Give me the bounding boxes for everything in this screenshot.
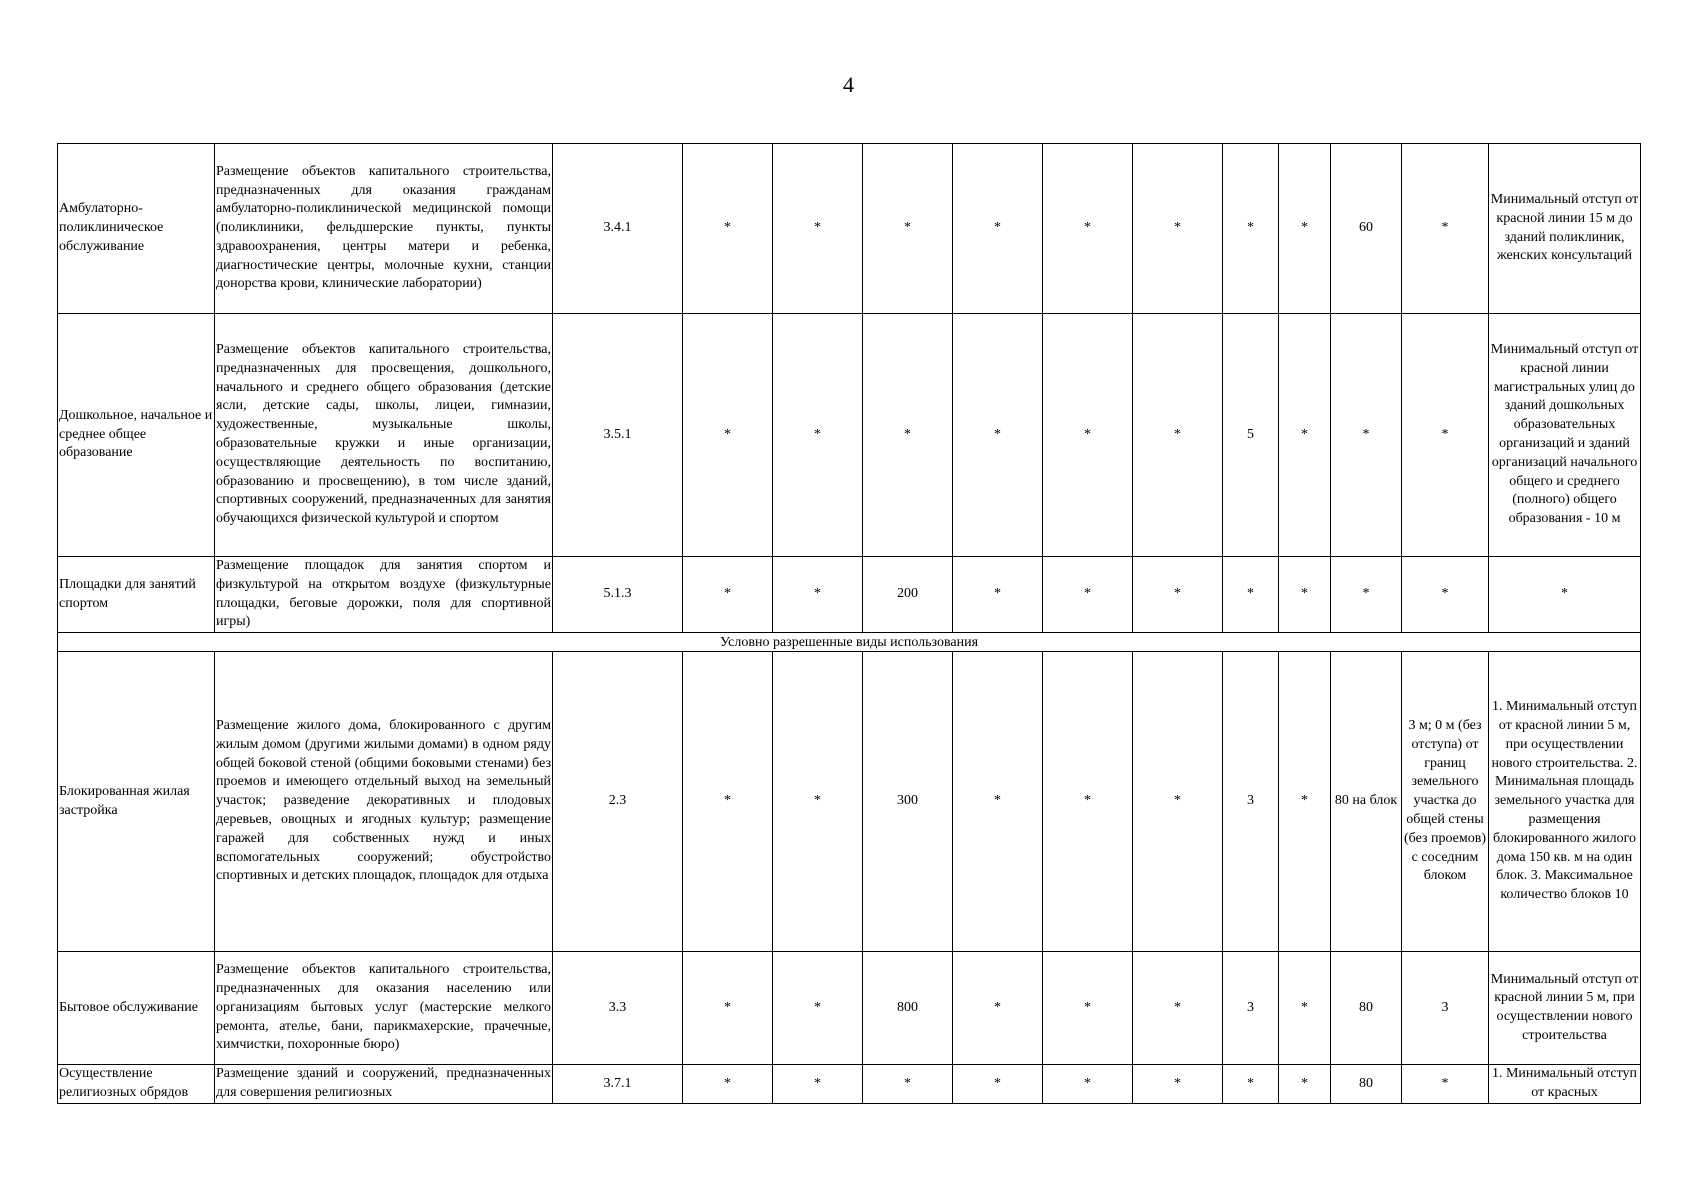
param-cell: * bbox=[1133, 557, 1223, 633]
param-cell: * bbox=[773, 652, 863, 952]
param-cell: * bbox=[1279, 652, 1331, 952]
param-cell: * bbox=[683, 1065, 773, 1104]
use-note: * bbox=[1489, 557, 1641, 633]
table-row bbox=[58, 144, 1641, 314]
param-cell: * bbox=[1133, 314, 1223, 557]
param-cell: * bbox=[863, 144, 953, 314]
param-cell: * bbox=[773, 144, 863, 314]
use-code: 3.7.1 bbox=[553, 1065, 683, 1104]
param-cell: 3 м; 0 м (без отступа) от границ земельного участка до общей стены (без проемов) с соседним блоком bbox=[1402, 652, 1489, 952]
use-name: Блокированная жилая застройка bbox=[58, 652, 215, 952]
param-cell: 5 bbox=[1223, 314, 1279, 557]
use-code: 2.3 bbox=[553, 652, 683, 952]
table-row bbox=[58, 652, 1641, 952]
use-name: Амбулаторно-поликлиническое обслуживание bbox=[58, 144, 215, 314]
param-cell: * bbox=[773, 314, 863, 557]
param-cell: * bbox=[1279, 557, 1331, 633]
param-cell: * bbox=[1133, 1065, 1223, 1104]
param-cell: * bbox=[683, 652, 773, 952]
param-cell: * bbox=[953, 314, 1043, 557]
param-cell: 3 bbox=[1223, 652, 1279, 952]
param-cell: * bbox=[1133, 952, 1223, 1065]
section-title: Условно разрешенные виды использования bbox=[58, 633, 1641, 652]
param-cell: * bbox=[953, 1065, 1043, 1104]
param-cell: * bbox=[1223, 557, 1279, 633]
use-code: 3.5.1 bbox=[553, 314, 683, 557]
use-name: Площадки для занятий спортом bbox=[58, 557, 215, 633]
param-cell: * bbox=[863, 1065, 953, 1104]
use-code: 3.4.1 bbox=[553, 144, 683, 314]
param-cell: 300 bbox=[863, 652, 953, 952]
use-code: 5.1.3 bbox=[553, 557, 683, 633]
use-description: Размещение жилого дома, блокированного с другим жилым домом (другими жилыми домами) в одном ряду общей боковой стеной (общими боковыми стенами) без проемов и имеющего отдельный выход на земельный участок; разведение декоративных и плодовых деревьев, овощных и ягодных культур; размещение гаражей для собственных нужд и иных вспомогательных сооружений; обустройство спортивных и детских площадок, площадок для отдыха bbox=[215, 652, 553, 952]
param-cell: 3 bbox=[1402, 952, 1489, 1065]
param-cell: 60 bbox=[1331, 144, 1402, 314]
param-cell: 800 bbox=[863, 952, 953, 1065]
param-cell: * bbox=[773, 952, 863, 1065]
use-code: 3.3 bbox=[553, 952, 683, 1065]
use-description: Размещение зданий и сооружений, предназначенных для совершения религиозных bbox=[215, 1065, 553, 1104]
table-row bbox=[58, 952, 1641, 1065]
table-row bbox=[58, 314, 1641, 557]
param-cell: * bbox=[1223, 1065, 1279, 1104]
param-cell: * bbox=[1133, 144, 1223, 314]
use-description: Размещение объектов капитального строительства, предназначенных для просвещения, дошкольного, начального и среднего общего образования (детские ясли, детские сады, школы, лицеи, гимназии, художественные, музыкальные школы, образовательные кружки и иные организации, осуществляющие деятельность по воспитанию, образованию и просвещению), в том числе зданий, спортивных сооружений, предназначенных для занятия обучающихся физической культурой и спортом bbox=[215, 314, 553, 557]
param-cell: * bbox=[863, 314, 953, 557]
param-cell: * bbox=[1402, 314, 1489, 557]
param-cell: * bbox=[1043, 314, 1133, 557]
param-cell: * bbox=[773, 1065, 863, 1104]
param-cell: * bbox=[1043, 144, 1133, 314]
page-number: 4 bbox=[843, 72, 854, 97]
param-cell: * bbox=[1402, 1065, 1489, 1104]
param-cell: * bbox=[1043, 652, 1133, 952]
use-description: Размещение объектов капитального строительства, предназначенных для оказания гражданам амбулаторно-поликлинической медицинской помощи (поликлиники, фельдшерские пункты, пункты здравоохранения, центры матери и ребенка, диагностические центры, молочные кухни, станции донорства крови, клинические лаборатории) bbox=[215, 144, 553, 314]
use-note: 1. Минимальный отступ от красных bbox=[1489, 1065, 1641, 1104]
param-cell: * bbox=[1043, 952, 1133, 1065]
param-cell: * bbox=[953, 952, 1043, 1065]
param-cell: * bbox=[1133, 652, 1223, 952]
table-row bbox=[58, 1065, 1641, 1104]
param-cell: * bbox=[1331, 557, 1402, 633]
table-row bbox=[58, 557, 1641, 633]
param-cell: * bbox=[683, 314, 773, 557]
param-cell: * bbox=[953, 144, 1043, 314]
zoning-regulations-table bbox=[57, 143, 1641, 1104]
param-cell: * bbox=[683, 952, 773, 1065]
param-cell: 80 bbox=[1331, 952, 1402, 1065]
use-name: Дошкольное, начальное и среднее общее образование bbox=[58, 314, 215, 557]
use-description: Размещение объектов капитального строительства, предназначенных для оказания населению или организациям бытовых услуг (мастерские мелкого ремонта, ателье, бани, парикмахерские, прачечные, химчистки, похоронные бюро) bbox=[215, 952, 553, 1065]
param-cell: * bbox=[1331, 314, 1402, 557]
param-cell: * bbox=[1043, 1065, 1133, 1104]
use-name: Бытовое обслуживание bbox=[58, 952, 215, 1065]
param-cell: 200 bbox=[863, 557, 953, 633]
use-note: 1. Минимальный отступ от красной линии 5 м, при осуществлении нового строительства. 2. Минимальная площадь земельного участка для размещения блокированного жилого дома 150 кв. м на один блок. 3. Максимальное количество блоков 10 bbox=[1489, 652, 1641, 952]
use-note: Минимальный отступ от красной линии 15 м до зданий поликлиник, женских консультаций bbox=[1489, 144, 1641, 314]
param-cell: * bbox=[1043, 557, 1133, 633]
param-cell: * bbox=[1279, 314, 1331, 557]
param-cell: * bbox=[683, 144, 773, 314]
param-cell: * bbox=[1402, 144, 1489, 314]
use-note: Минимальный отступ от красной линии магистральных улиц до зданий дошкольных образовательных организаций и зданий организаций начального общего и среднего (полного) общего образования - 10 м bbox=[1489, 314, 1641, 557]
param-cell: 80 bbox=[1331, 1065, 1402, 1104]
param-cell: * bbox=[1279, 1065, 1331, 1104]
param-cell: * bbox=[1279, 952, 1331, 1065]
param-cell: * bbox=[1279, 144, 1331, 314]
param-cell: * bbox=[1402, 557, 1489, 633]
use-description: Размещение площадок для занятия спортом и физкультурой на открытом воздухе (физкультурные площадки, беговые дорожки, поля для спортивной игры) bbox=[215, 557, 553, 633]
param-cell: 3 bbox=[1223, 952, 1279, 1065]
use-name: Осуществление религиозных обрядов bbox=[58, 1065, 215, 1104]
section-header-row bbox=[58, 633, 1641, 652]
param-cell: * bbox=[683, 557, 773, 633]
param-cell: * bbox=[773, 557, 863, 633]
param-cell: * bbox=[1223, 144, 1279, 314]
param-cell: 80 на блок bbox=[1331, 652, 1402, 952]
param-cell: * bbox=[953, 557, 1043, 633]
param-cell: * bbox=[953, 652, 1043, 952]
use-note: Минимальный отступ от красной линии 5 м, при осуществлении нового строительства bbox=[1489, 952, 1641, 1065]
